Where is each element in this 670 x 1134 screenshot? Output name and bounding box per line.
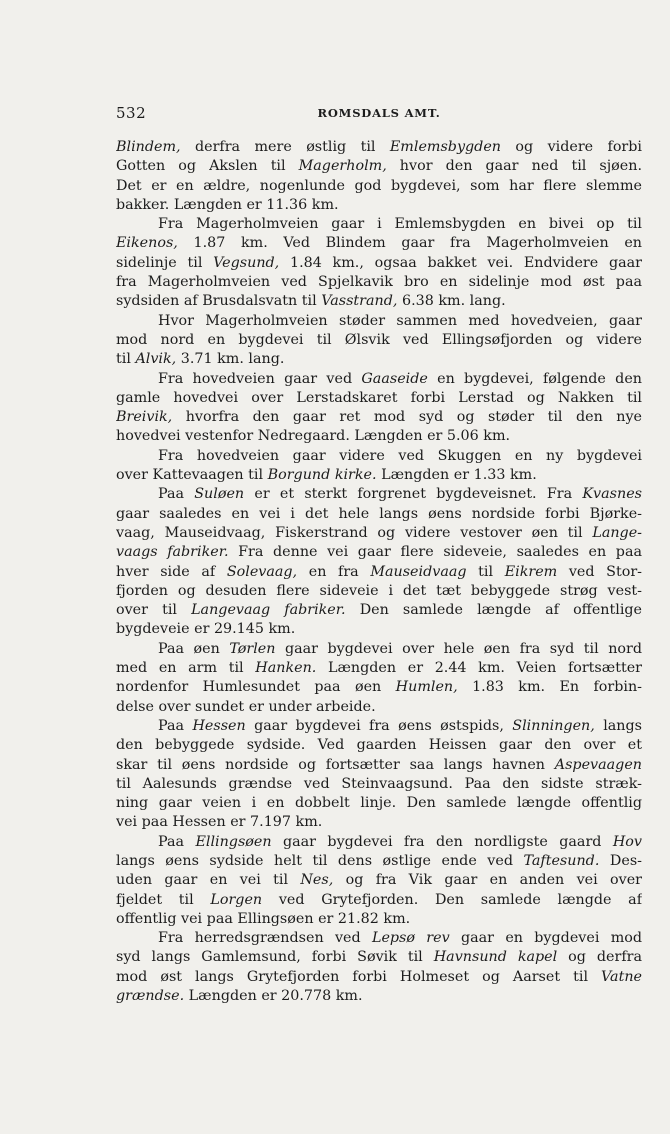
- text-line: [116, 350, 642, 369]
- text-segment: gaar saaledes en vei i det hele langs øens nordside forbi Bjørke-: [116, 505, 642, 522]
- italic-place-name: Vasstrand,: [321, 293, 398, 310]
- italic-place-name: Gaaseide: [361, 370, 428, 387]
- text-segment: hver side af: [116, 563, 227, 580]
- italic-place-name: Hessen: [192, 717, 246, 734]
- text-segment: Des-: [599, 852, 642, 869]
- text-segment: gamle hovedvei over Lerstadskaret forbi Lerstad og Nakken til: [116, 389, 642, 406]
- italic-place-name: Vegsund,: [213, 254, 280, 271]
- text-segment: skar til øens nordside og fortsætter saa langs havnen: [116, 756, 555, 773]
- text-line: [116, 987, 642, 1006]
- italic-place-name: Aspevaagen: [554, 756, 642, 773]
- text-line: [116, 138, 642, 157]
- page-header: [116, 104, 642, 124]
- text-line: [116, 640, 642, 659]
- text-line: [116, 563, 642, 582]
- text-line: [116, 215, 642, 234]
- text-segment: nordenfor Humlesundet paa øen: [116, 679, 396, 696]
- text-segment: Fra hovedveien gaar ved: [158, 370, 362, 387]
- text-line: [116, 254, 642, 273]
- italic-place-name: Breivik,: [116, 409, 173, 426]
- text-segment: til: [116, 351, 136, 368]
- text-segment: hovedvei vestenfor Nedregaard. Længden er 5.06 km.: [116, 428, 511, 445]
- italic-place-name: Lepsø rev: [371, 930, 450, 947]
- text-line: [116, 698, 642, 717]
- italic-place-name: Vatne: [601, 968, 642, 985]
- text-line: [116, 292, 642, 311]
- text-segment: Den samlede længde af offentlige: [345, 602, 642, 619]
- text-line: [116, 891, 642, 910]
- text-line: [116, 505, 642, 524]
- italic-place-name: Humlen,: [395, 679, 458, 696]
- text-segment: Paa: [158, 486, 195, 503]
- text-segment: langs øens sydside helt til dens østlige ende ved: [116, 852, 524, 869]
- italic-place-name: Alvik,: [135, 351, 177, 368]
- text-line: [116, 370, 642, 389]
- text-line: [116, 717, 642, 736]
- text-segment: en bygdevei, følgende den: [427, 370, 642, 387]
- text-line: [116, 659, 642, 678]
- text-segment: Fra herredsgrændsen ved: [158, 930, 372, 947]
- text-line: [116, 157, 642, 176]
- text-segment: ved Stor-: [557, 563, 642, 580]
- text-segment: langs: [594, 717, 642, 734]
- italic-place-name: Magerholm,: [298, 158, 387, 175]
- text-line: [116, 736, 642, 755]
- text-line: [116, 234, 642, 253]
- text-segment: ning gaar veien i en dobbelt linje. Den samlede længde offentlig: [116, 795, 642, 812]
- italic-place-name: Blindem,: [116, 139, 181, 155]
- text-segment: bakker. Længden er 11.36 km.: [116, 196, 339, 213]
- text-line: [116, 833, 642, 852]
- text-line: [116, 427, 642, 446]
- text-line: [116, 871, 642, 890]
- text-segment: sydsiden af Brusdalsvatn til: [116, 293, 322, 310]
- text-segment: derfra mere østlig til: [180, 139, 390, 155]
- text-segment: ved Grytefjorden. Den samlede længde af: [262, 891, 642, 908]
- text-line: [116, 447, 642, 466]
- text-line: [116, 794, 642, 813]
- text-segment: Hvor Magerholmveien støder sammen med hovedveien, gaar: [158, 312, 642, 329]
- text-segment: og fra Vik gaar en anden vei over: [333, 872, 642, 889]
- italic-place-name: Ellingsøen: [195, 833, 272, 850]
- italic-place-name: Nes,: [300, 872, 334, 889]
- text-segment: med en arm til: [116, 660, 256, 677]
- text-segment: fjeldet til: [116, 891, 211, 908]
- text-segment: Længden er 20.778 km.: [184, 988, 363, 1005]
- text-segment: 3.71 km. lang.: [176, 351, 285, 368]
- text-segment: Fra hovedveien gaar videre ved Skuggen en ny bygdevei: [158, 447, 642, 464]
- text-line: [116, 389, 642, 408]
- italic-place-name: Havnsund kapel: [433, 949, 558, 966]
- text-line: [116, 273, 642, 292]
- text-segment: uden gaar en vei til: [116, 872, 301, 889]
- text-line: [116, 968, 642, 987]
- text-segment: mod nord en bygdevei til Ølsvik ved Ellingsøfjorden og videre: [116, 331, 642, 348]
- italic-place-name: Taftesund.: [523, 852, 600, 869]
- text-segment: Paa: [158, 717, 193, 734]
- text-segment: til Aalesunds grændse ved Steinvaagsund. Paa den sidste stræk-: [116, 775, 642, 792]
- text-segment: gaar en bygdevei mod: [449, 930, 642, 947]
- text-segment: mod øst langs Grytefjorden forbi Holmeset og Aarset til: [116, 968, 602, 985]
- text-segment: syd langs Gamlemsund, forbi Søvik til: [116, 949, 434, 966]
- text-segment: delse over sundet er under arbeide.: [116, 698, 376, 715]
- text-line: [116, 678, 642, 697]
- text-line: [116, 543, 642, 562]
- italic-place-name: vaags fabriker.: [116, 544, 229, 561]
- text-segment: Fra denne vei gaar flere sideveie, saaledes en paa: [228, 544, 642, 561]
- text-line: [116, 910, 642, 929]
- text-segment: hvorfra den gaar ret mod syd og støder til den nye: [172, 409, 642, 426]
- italic-place-name: Lorgen: [210, 891, 263, 908]
- italic-place-name: Hanken.: [255, 660, 317, 677]
- text-line: [116, 312, 642, 331]
- text-line: [116, 852, 642, 871]
- text-segment: Længden er 2.44 km. Veien fortsætter: [316, 660, 642, 677]
- text-segment: og derfra: [557, 949, 642, 966]
- text-line: [116, 620, 642, 639]
- text-segment: Fra Magerholmveien gaar i Emlemsbygden en bivei op til: [158, 216, 642, 233]
- italic-place-name: Borgund kirke.: [267, 467, 377, 484]
- text-segment: Længden er 1.33 km.: [376, 467, 537, 484]
- text-line: [116, 524, 642, 543]
- page-number: 532: [116, 104, 147, 122]
- italic-place-name: Slinningen,: [512, 717, 595, 734]
- text-line: [116, 813, 642, 832]
- text-segment: og videre forbi: [501, 139, 642, 155]
- text-segment: offentlig vei paa Ellingsøen er 21.82 km.: [116, 910, 411, 927]
- text-line: [116, 177, 642, 196]
- text-segment: Det er en ældre, nogenlunde god bygdevei, som har flere slemme: [116, 177, 642, 194]
- running-title: ROMSDALS AMT.: [317, 106, 441, 120]
- body-text: [116, 138, 642, 1006]
- italic-place-name: grændse.: [116, 988, 185, 1005]
- text-segment: bygdeveie er 29.145 km.: [116, 621, 296, 638]
- italic-place-name: Emlemsbygden: [389, 139, 501, 155]
- text-segment: over Kattevaagen til: [116, 467, 268, 484]
- text-segment: 1.83 km. En forbin-: [457, 679, 642, 696]
- text-segment: en fra: [297, 563, 371, 580]
- italic-place-name: Lange-: [592, 524, 642, 541]
- text-segment: gaar bygdevei over hele øen fra syd til nord: [275, 640, 642, 657]
- italic-place-name: Langevaag fabriker.: [191, 602, 346, 619]
- text-segment: 1.84 km., ogsaa bakket vei. Endvidere gaar: [279, 254, 642, 271]
- italic-place-name: Eikenos,: [116, 235, 178, 252]
- text-segment: er et sterkt forgrenet bygdeveisnet. Fra: [244, 486, 583, 503]
- text-segment: over til: [116, 602, 192, 619]
- text-line: [116, 196, 642, 215]
- text-segment: sidelinje til: [116, 254, 214, 271]
- text-segment: den bebyggede sydside. Ved gaarden Heissen gaar den over et: [116, 737, 642, 754]
- italic-place-name: Hov: [612, 833, 642, 850]
- text-line: [116, 485, 642, 504]
- text-segment: 6.38 km. lang.: [397, 293, 506, 310]
- italic-place-name: Suløen: [194, 486, 245, 503]
- text-segment: gaar bygdevei fra den nordligste gaard: [271, 833, 613, 850]
- text-line: [116, 756, 642, 775]
- text-line: [116, 601, 642, 620]
- italic-place-name: Tørlen: [229, 640, 276, 657]
- text-line: [116, 408, 642, 427]
- text-segment: vaag, Mauseidvaag, Fiskerstrand og videre vestover øen til: [116, 524, 593, 541]
- italic-place-name: Solevaag,: [226, 563, 298, 580]
- text-segment: Paa: [158, 833, 196, 850]
- text-segment: 1.87 km. Ved Blindem gaar fra Magerholmveien en: [177, 235, 642, 252]
- text-segment: gaar bygdevei fra øens østspids,: [245, 717, 513, 734]
- text-segment: vei paa Hessen er 7.197 km.: [116, 814, 323, 831]
- text-segment: hvor den gaar ned til sjøen.: [386, 158, 642, 175]
- text-line: [116, 929, 642, 948]
- text-line: [116, 466, 642, 485]
- text-segment: Gotten og Akslen til: [116, 158, 299, 175]
- text-line: [116, 582, 642, 601]
- text-line: [116, 331, 642, 350]
- text-segment: til: [466, 563, 505, 580]
- text-segment: fjorden og desuden flere sideveie i det tæt bebyggede strøg vest-: [116, 582, 642, 599]
- text-line: [116, 775, 642, 794]
- italic-place-name: Kvasnes: [582, 486, 642, 503]
- italic-place-name: Eikrem: [504, 563, 558, 580]
- text-segment: fra Magerholmveien ved Spjelkavik bro en sidelinje mod øst paa: [116, 274, 642, 291]
- text-line: [116, 948, 642, 967]
- italic-place-name: Mauseidvaag: [370, 563, 467, 580]
- text-segment: Paa øen: [158, 640, 230, 657]
